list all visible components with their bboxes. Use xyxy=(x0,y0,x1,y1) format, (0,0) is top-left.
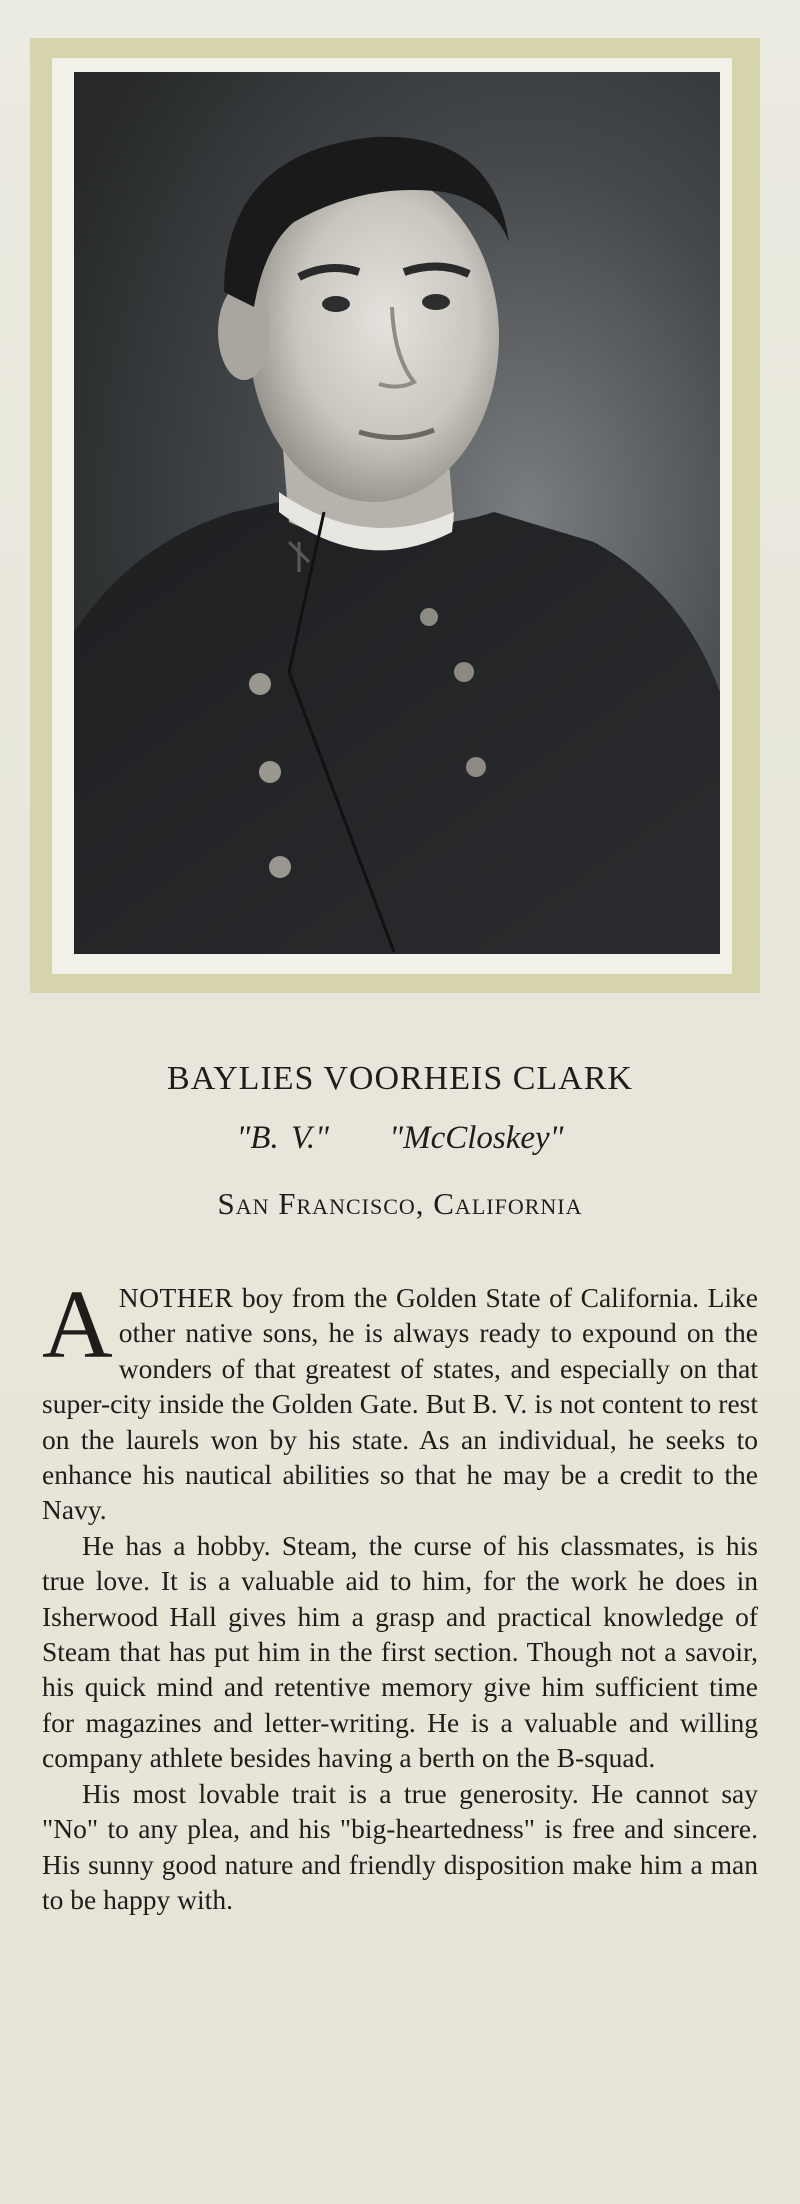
portrait-photo xyxy=(74,72,720,954)
biography xyxy=(42,1271,758,1917)
hometown: San Francisco, California xyxy=(217,1186,583,1221)
person-name: BAYLIES VOORHEIS CLARK xyxy=(167,1060,633,1097)
drop-cap: A xyxy=(42,1271,113,1379)
first-word: NOTHER xyxy=(118,1282,234,1313)
nickname-2: "McCloskey" xyxy=(389,1120,564,1156)
bio-paragraph-3: His most lovable trait is a true generosity. He cannot say "No" to any plea, and his "big-heartedness" is free and sincere. His sunny good nature and friendly disposition make him a man to be happy with. xyxy=(42,1777,758,1915)
nicknames xyxy=(40,1120,760,1157)
portrait-illustration xyxy=(74,72,720,954)
bio-paragraph-1-text: boy from the Golden State of California. Like other native sons, he is always ready to expound on the wonders of that greatest of states, and especially on that super-city inside the Golden Gate. But B. V. is not content to rest on the laurels won by his state. As an individual, he seeks to enhance his nautical abilities so that he may be a credit to the Navy. xyxy=(42,1282,758,1526)
bio-paragraph-2: He has a hobby. Steam, the curse of his classmates, is his true love. It is a valuable aid to him, for the work he does in Isherwood Hall gives him a grasp and practical knowledge of Steam that has put him in the first section. Though not a savoir, his quick mind and retentive memory give him sufficient time for magazines and letter-writing. He is a valuable and willing company athlete besides having a berth on the B-squad. xyxy=(42,1529,758,1774)
nickname-1: "B. V." xyxy=(236,1120,329,1156)
bio-paragraph-1 xyxy=(42,1271,758,1528)
